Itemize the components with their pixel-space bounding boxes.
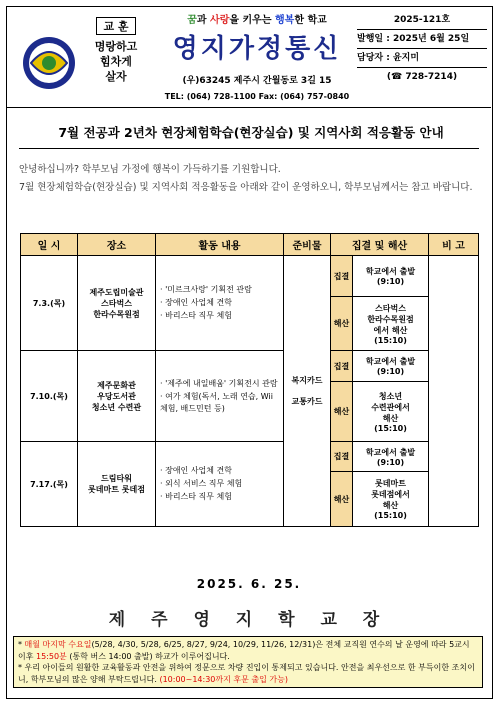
greeting-line: 7월 현장체험학습(현장실습) 및 지역사회 적응활동을 아래와 같이 운영하오니, 학부모님께서는 참고 바랍니다.	[19, 182, 473, 193]
date-cell: 7.10.(목)	[21, 351, 78, 442]
school-motto	[81, 15, 151, 84]
date-cell: 7.3.(목)	[21, 256, 78, 351]
school-address: (우)63245 제주시 간월동로 3길 15	[182, 76, 332, 86]
col-header: 집결 및 해산	[331, 234, 429, 256]
col-header: 활동 내용	[156, 234, 284, 256]
table-row	[21, 256, 479, 297]
notice-box	[13, 636, 483, 688]
gather-label: 집결	[331, 442, 353, 472]
remarks-cell	[429, 256, 479, 527]
manager-phone: (☎ 728-7214)	[386, 72, 458, 82]
school-phone-fax: TEL: (064) 728-1100 Fax: (064) 757-0840	[164, 92, 350, 101]
supplies-cell: 복지카드 교통카드	[284, 256, 331, 527]
gather-label: 집결	[331, 351, 353, 382]
place-cell: 제주문화관 우당도서관 청소년 수련관	[78, 351, 156, 442]
issue-date: 발행일 : 2025년 6월 25일	[357, 30, 487, 49]
date-cell: 7.17.(목)	[21, 442, 78, 527]
notice-item: * 우리 아이들의 원활한 교육활동과 안전을 위하여 정문으로 차량 진입이 통제되고 있습니다. 안전을 최우선으로 한 부득이한 조치이니, 학부모님의 많은 양해 부탁드립니다. (10:00~14:30까지 후문 출입 가능)	[18, 663, 475, 684]
notice-item: * 매월 마지막 수요일(5/28, 4/30, 5/28, 6/25, 8/27, 9/24, 10/29, 11/26, 12/31)은 전체 교직원 연수의 날 운영에 따라 5교시 이후 15:50분 (통학 버스 14:00 출발) 하교가 이루어집니다.	[18, 640, 470, 661]
gather-cell: 학교에서 출발 (9:10)	[353, 351, 429, 382]
school-principal-signature: 제 주 영 지 학 교 장	[108, 610, 390, 630]
table-header-row	[21, 234, 479, 256]
motto-line: 명랑하고	[94, 40, 138, 53]
disperse-cell: 롯데마트 롯데점에서 해산 (15:10)	[353, 472, 429, 527]
page-title: 7월 전공과 2년차 현장체험학습(현장실습) 및 지역사회 적응활동 안내	[58, 125, 444, 140]
gather-label: 집결	[331, 256, 353, 297]
header-center	[157, 11, 357, 101]
table-row	[21, 442, 479, 472]
gather-cell: 학교에서 출발 (9:10)	[353, 442, 429, 472]
greeting-text	[19, 161, 479, 197]
place-cell: 제주도립미술관 스타벅스 한라수목원점	[78, 256, 156, 351]
newsletter-header	[7, 7, 491, 108]
newsletter-title: 영지가정통신	[172, 34, 342, 64]
motto-line: 살자	[105, 70, 127, 83]
col-header: 일 시	[21, 234, 78, 256]
school-logo-icon	[21, 35, 77, 91]
greeting-line: 안녕하십니까? 학부모님 가정에 행복이 가득하기를 기원합니다.	[19, 164, 281, 175]
gather-cell: 학교에서 출발 (9:10)	[353, 256, 429, 297]
disperse-cell: 청소년 수련관에서 해산 (15:10)	[353, 382, 429, 442]
disperse-label: 해산	[331, 472, 353, 527]
col-header: 비 고	[429, 234, 479, 256]
motto-label: 교 훈	[96, 17, 135, 35]
schedule-table	[20, 233, 479, 527]
disperse-cell: 스타벅스 한라수목원점 에서 해산 (15:10)	[353, 297, 429, 351]
disperse-label: 해산	[331, 297, 353, 351]
issue-info	[357, 11, 487, 86]
activity-cell: · 장애인 사업체 견학 · 외식 서비스 직무 체험 · 바리스타 직무 체험	[156, 442, 284, 527]
place-cell: 드림타워 롯데마트 롯데점	[78, 442, 156, 527]
disperse-label: 해산	[331, 382, 353, 442]
newsletter-page	[6, 6, 493, 699]
manager: 담당자 : 윤지미	[357, 49, 487, 68]
issue-number: 2025-121호	[357, 11, 487, 30]
school-slogan: 꿈과 사랑을 키우는 행복한 학교	[187, 15, 327, 26]
divider	[19, 148, 479, 149]
document-date: 2025. 6. 25.	[196, 577, 302, 591]
col-header: 장소	[78, 234, 156, 256]
motto-line: 힘차게	[100, 55, 132, 68]
table-row	[21, 351, 479, 382]
activity-cell: · '제주에 내일배움' 기획전시 관람 · 여가 체험(독서, 노래 연습, Wii 체험, 배드민턴 등)	[156, 351, 284, 442]
col-header: 준비물	[284, 234, 331, 256]
activity-cell: · '미르크사랑' 기획전 관람 · 장애인 사업체 견학 · 바리스타 직무 체험	[156, 256, 284, 351]
